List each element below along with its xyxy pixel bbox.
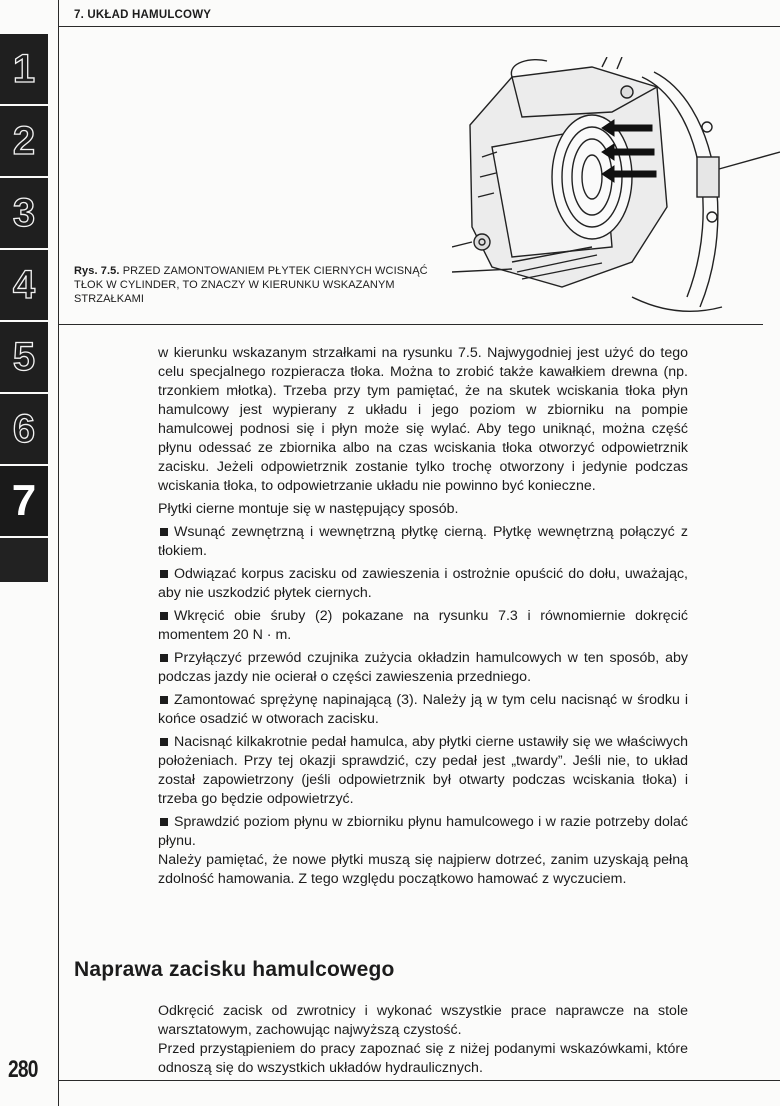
bullet-icon — [160, 528, 168, 536]
chapter-tab-7[interactable]: 7 — [0, 466, 48, 536]
header-rule — [58, 26, 780, 27]
figure-label: Rys. 7.5. — [74, 265, 120, 277]
bullet-item: Sprawdzić poziom płynu w zbiorniku płynu hamulcowego i w razie potrzeby dolać płynu. — [158, 814, 688, 849]
instructions-body — [158, 344, 688, 889]
section-paragraph-2: Przed przystąpieniem do pracy zapoznać się z niżej podanymi wskazówkami, które odnoszą się do wszystkich układów hydraulicznych. — [158, 1041, 688, 1076]
chapter-tab-5[interactable]: 5 — [0, 322, 48, 392]
bullet-icon — [160, 696, 168, 704]
bullet-item: Nacisnąć kilkakrotnie pedał hamulca, aby płytki cierne ustawiły się we właściwych położeniach. Przy tej okazji sprawdzić, czy pedał jest „twardy”. Jeśli nie, to układ został zapowietrzony (jeśli odpowietrznik był otwarty podczas wciskania tłoka) i trzeba go będzie odpowietrzyć. — [158, 734, 688, 807]
tab-strip-end — [0, 538, 48, 582]
figure-caption — [74, 264, 434, 306]
chapter-tabs — [0, 34, 48, 582]
margin-rule — [58, 0, 59, 1106]
brake-caliper-illustration — [452, 57, 780, 320]
section-paragraph-1: Odkręcić zacisk od zwrotnicy i wykonać wszystkie prace naprawcze na stole warsztatowym, zachowując najwyższą czystość. — [158, 1003, 688, 1038]
bullet-icon — [160, 738, 168, 746]
paragraph-bedding: Należy pamiętać, że nowe płytki muszą się najpierw dotrzeć, zanim uzyskają pełną zdolność hamowania. Z tego względu początkowo hamować z wyczuciem. — [158, 852, 688, 887]
section-body — [158, 1002, 688, 1078]
chapter-tab-2[interactable]: 2 — [0, 106, 48, 176]
bullet-item: Przyłączyć przewód czujnika zużycia okładzin hamulcowych w ten sposób, aby podczas jazdy nie ocierał o części zawieszenia przedniego. — [158, 650, 688, 685]
bullet-item: Wsunąć zewnętrzną i wewnętrzną płytkę cierną. Płytkę wewnętrzną połączyć z tłokiem. — [158, 524, 688, 559]
figure-divider — [58, 324, 763, 325]
bullet-item: Zamontować sprężynę napinającą (3). Należy ją w tym celu nacisnąć w środku i końce osadzić w otworach zacisku. — [158, 692, 688, 727]
bullet-item: Wkręcić obie śruby (2) pokazane na rysunku 7.3 i równomiernie dokręcić momentem 20 N · m. — [158, 608, 688, 643]
bullet-icon — [160, 818, 168, 826]
bullet-icon — [160, 570, 168, 578]
figure-caption-text: PRZED ZAMONTOWANIEM PŁYTEK CIERNYCH WCISNĄĆ TŁOK W CYLINDER, TO ZNACZY W KIERUNKU WSKAZANYM STRZAŁKAMI — [74, 265, 428, 305]
page-number: 280 — [8, 1056, 38, 1083]
chapter-header: 7. UKŁAD HAMULCOWY — [74, 9, 212, 21]
bullet-icon — [160, 612, 168, 620]
bullet-item: Odwiązać korpus zacisku od zawieszenia i ostrożnie opuścić do dołu, uważając, aby nie uszkodzić płytek ciernych. — [158, 566, 688, 601]
paragraph-piston: w kierunku wskazanym strzałkami na rysunku 7.5. Najwygodniej jest użyć do tego celu specjalnego rozpieracza tłoka. Można to zrobić także kawałkiem drewna (np. trzonkiem młotka). Trzeba przy tym pamiętać, że na skutek wciskania tłoka płyn hamulcowy jest wypierany z układu i jego poziom w zbiorniku na pompie hamulcowej podnosi się i płyn może się wylać. Aby tego uniknąć, można część płynu odessać ze zbiornika albo na czas wciskania tłoka otworzyć odpowietrznik zacisku. Jeżeli odpowietrznik zostanie tylko trochę otworzony i jedynie podczas wciskania tłoka, to odpowietrzanie układu nie powinno być konieczne. — [158, 345, 688, 494]
chapter-tab-3[interactable]: 3 — [0, 178, 48, 248]
chapter-tab-4[interactable]: 4 — [0, 250, 48, 320]
bullet-icon — [160, 654, 168, 662]
footer-rule — [58, 1080, 780, 1081]
section-heading: Naprawa zacisku hamulcowego — [74, 958, 395, 981]
paragraph-intro: Płytki cierne montuje się w następujący sposób. — [158, 501, 459, 517]
chapter-tab-1[interactable]: 1 — [0, 34, 48, 104]
chapter-tab-6[interactable]: 6 — [0, 394, 48, 464]
